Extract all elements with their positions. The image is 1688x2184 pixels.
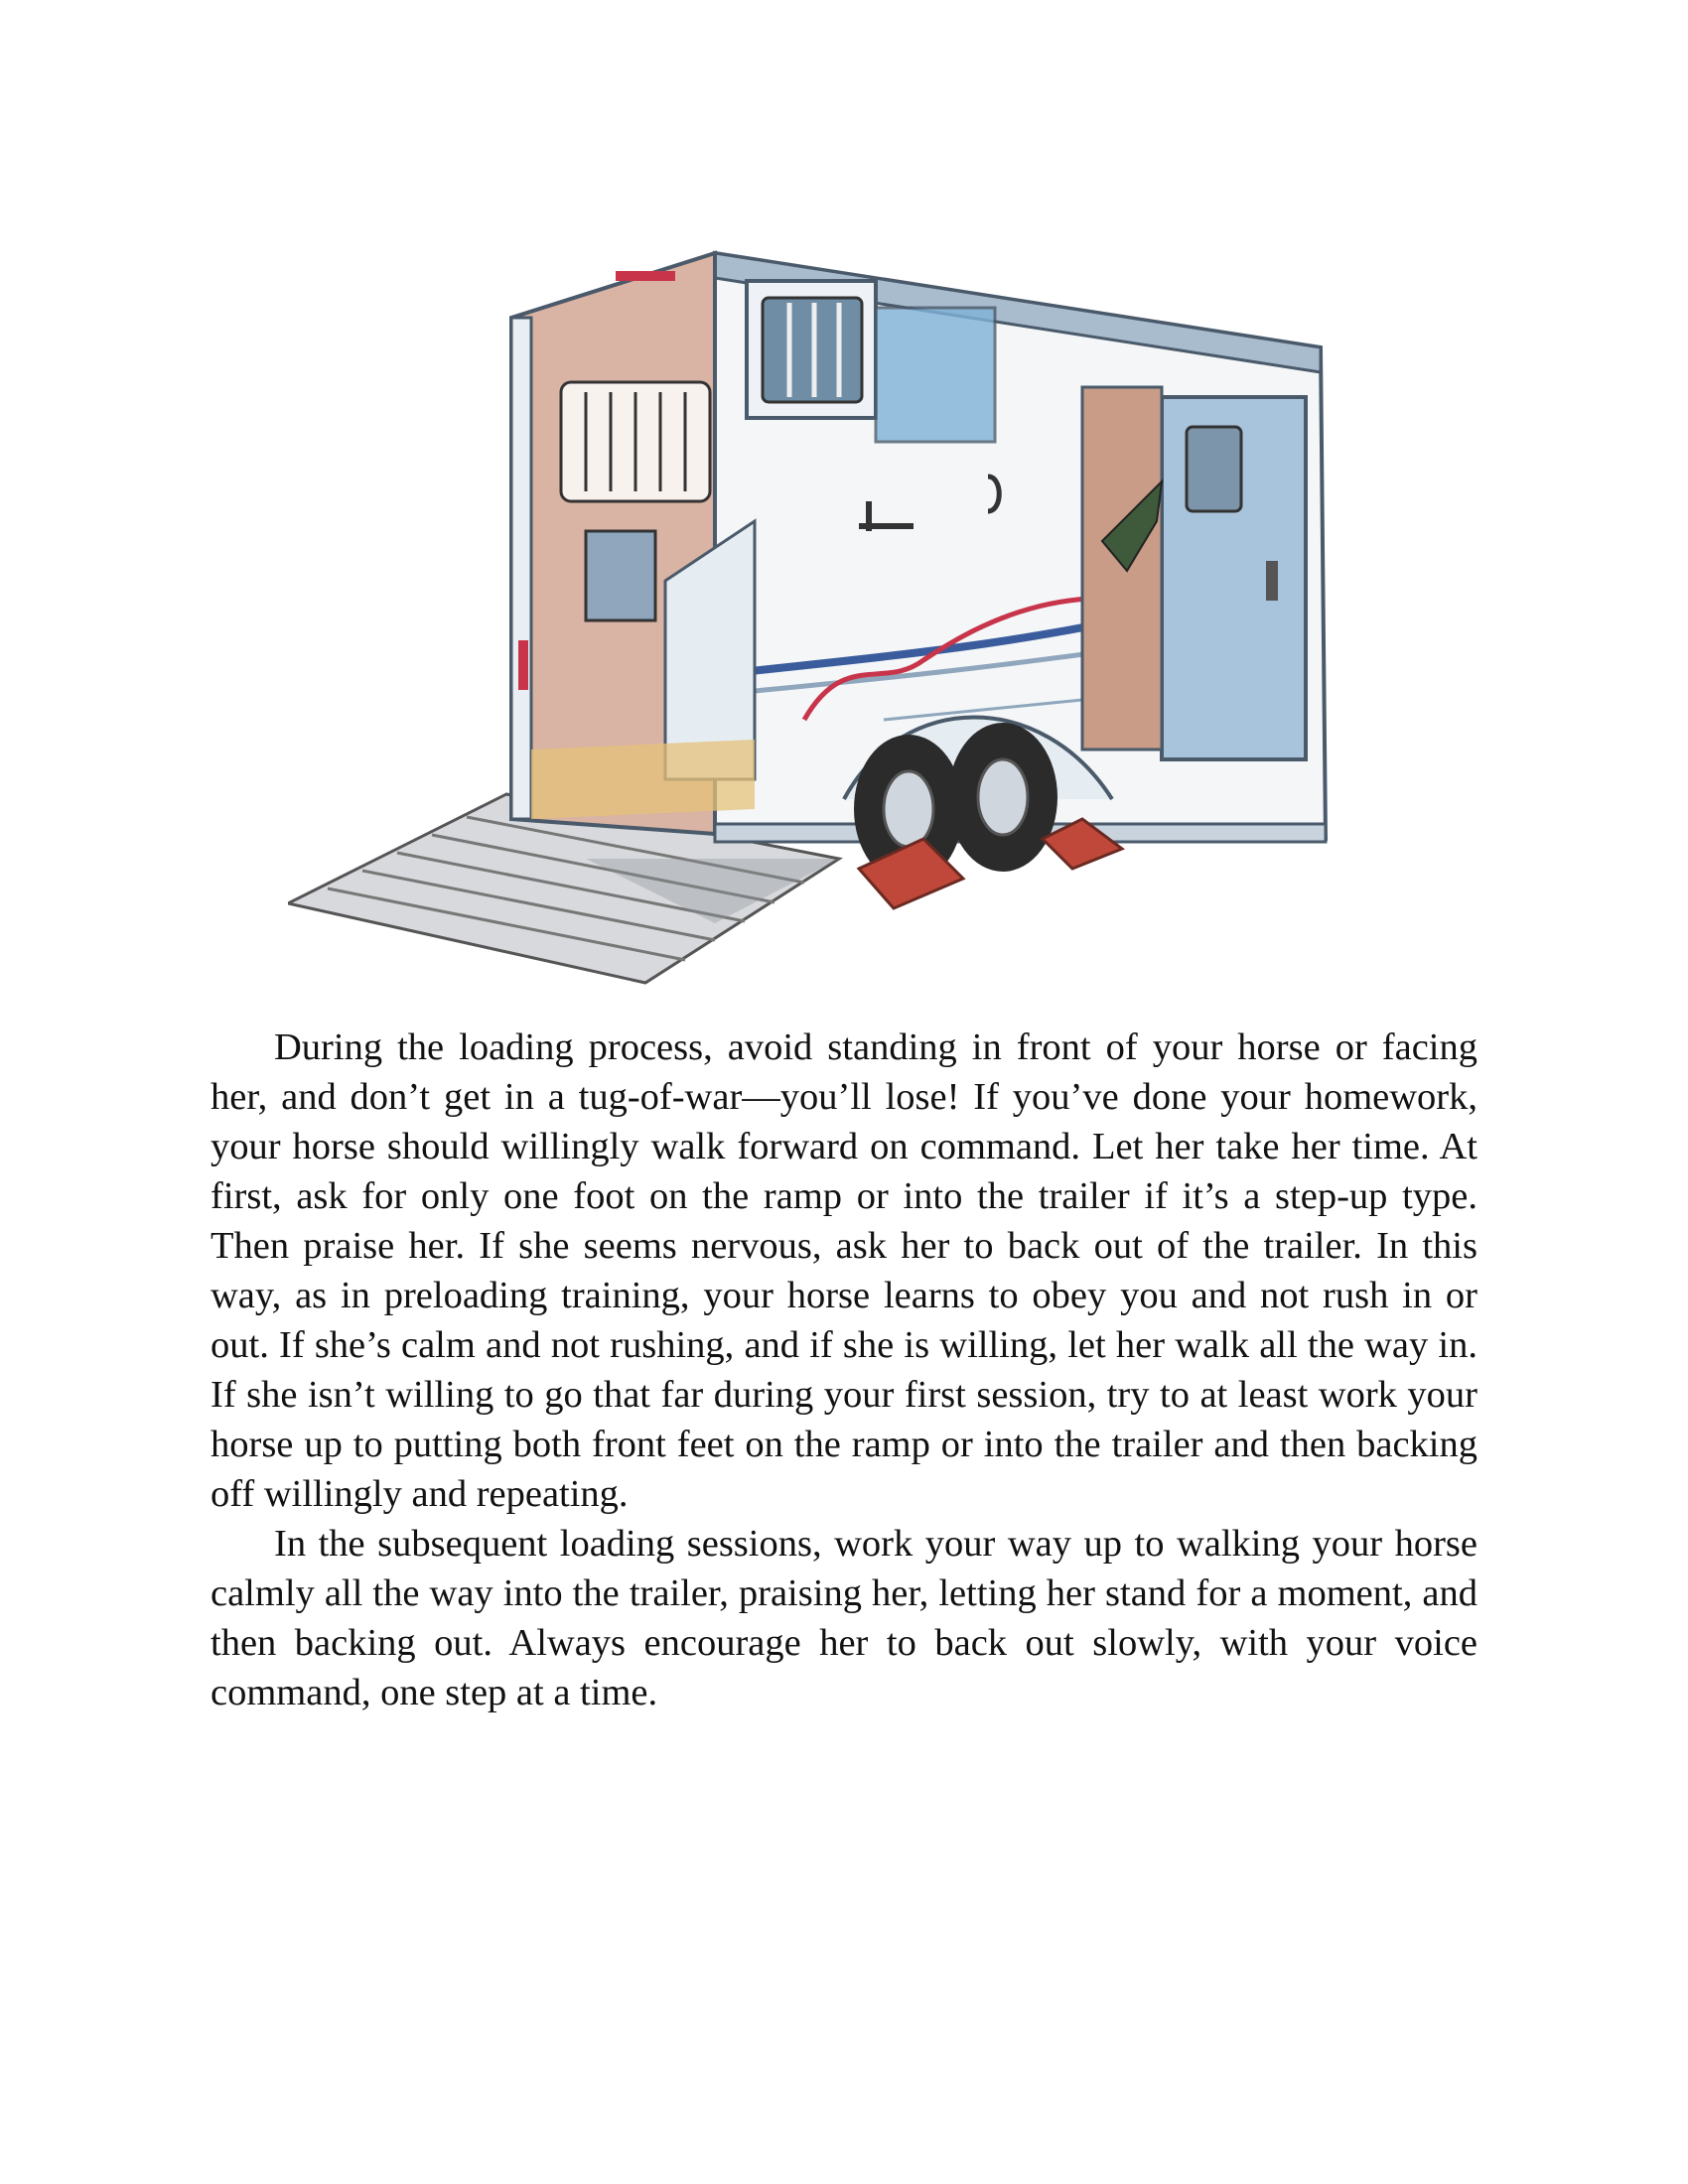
paragraph: In the subsequent loading sessions, work your way up to walking your horse calmly all the way into the trailer, praising her, letting her stand for a moment, and then backing out. Always encourage her to back out slowly, with your voice command, one step at a time.	[211, 1523, 1477, 1713]
horse-trailer-illustration	[288, 223, 1360, 998]
horse-trailer-icon	[288, 223, 1360, 998]
body-text	[211, 1023, 1477, 1717]
paragraph: During the loading process, avoid standing in front of your horse or facing her, and don’t get in a tug-of-war—you’ll lose! If you’ve done your homework, your horse should willingly walk forward on command. Let her take her time. At first, ask for only one foot on the ramp or into the trailer if it’s a step-up type. Then praise her. If she seems nervous, ask her to back out of the trailer. In this way, as in preloading training, your horse learns to obey you and not rush in or out. If she’s calm and not rushing, and if she is willing, let her walk all the way in. If she isn’t willing to go that far during your first session, try to at least work your horse up to putting both front feet on the ramp or into the trailer and then backing off willingly and repeating.	[211, 1026, 1477, 1515]
